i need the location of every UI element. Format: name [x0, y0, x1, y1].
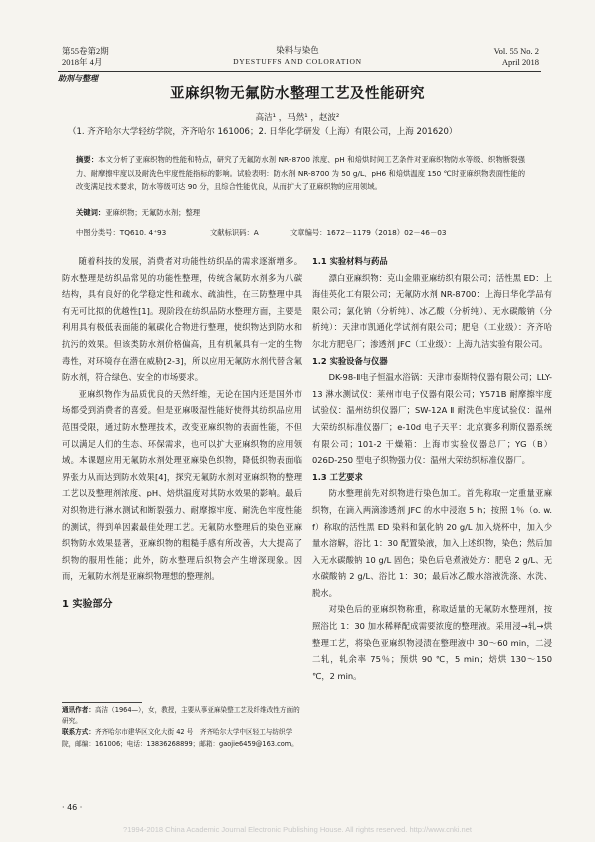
process-paragraph-2: 对染色后的亚麻织物称重，称取适量的无氟防水整理剂，按照浴比 1：30 加水稀释配成需要浓度的整理液。采用浸→轧→烘整理工艺，将染色亚麻织物浸渍在整理液中 30～60 min，二浸二轧，轧余率 75％；预烘 90 ℃，5 min；焙烘 130～150 ℃，2 min。: [312, 604, 552, 681]
journal-name: [200, 46, 395, 67]
materials-paragraph: 漂白亚麻织物：克山金鼎亚麻纺织有限公司；活性黑 ED：上海佳英化工有限公司；无氟防水剂 NR-8700：上海日华化学品有限公司；氯化钠（分析纯）、冰乙酸（分析纯）、无水碳酸钠（分析纯）：天津市凯通化学试剂有限公司；肥皂（工业级）：齐齐哈尔北方肥皂厂；渗透剂 JFC（工业级）：上海九洁实验有限公司。: [312, 272, 552, 349]
subsection-1-1: 1.1 实验材料与药品: [312, 256, 388, 266]
section-heading-1: 1 实验部分: [62, 598, 113, 610]
date-cn: 2018年 4月: [62, 56, 103, 67]
document-code: 文献标识码：A: [210, 228, 259, 237]
page-number: · 46 ·: [62, 803, 83, 812]
intro-paragraph-1: 随着科技的发展，消费者对功能性纺织品的需求逐渐增多。防水整理是纺织品常见的功能性整理，传统含氟防水剂多为八碳结构，具有良好的化学稳定性和疏水、疏油性，在三防整理中具有无可比拟的优越性[1]。现阶段在纺织品防水整理方面，主要是利用具有极低表面能的氟碳化合物进行整理，使织物达到防水和抗污的效果。但该类防水剂价格偏高，且有机氟具有一定的生物毒性，对环境存在潜在威胁[2-3]，所以应用无氟防水剂代替含氟防水剂，符合绿色、安全的市场要求。: [62, 256, 302, 383]
subsection-1-3: 1.3 工艺要求: [312, 471, 363, 482]
footnote-contact-text: 齐齐哈尔市建华区文化大街 42 号 齐齐哈尔大学中区轻工与纺织学院，邮编：161006；电话：13836268899；邮箱：gaojie6459@163.com。: [62, 728, 298, 748]
keywords-label: 关键词：: [76, 208, 106, 217]
abstract-text: 本文分析了亚麻织物的性能和特点，研究了无氟防水剂 NR-8700 浓度、pH 和焙烘时间工艺条件对亚麻织物防水等级、织物断裂强力、耐摩擦牢度以及耐洗色牢度性能指标的影响。试验表明：防水剂 NR-8700 为 50 g/L、pH6 和焙烘温度 150 ℃时亚麻织物表面性能的改变满足技术要求，防水等级可达 90 分，且综合性能优良，从而扩大了亚麻织物的应用领域。: [76, 155, 526, 191]
copyright-notice: ?1994-2018 China Academic Journal Electronic Publishing House. All rights reserved. http://www.cnki.net: [123, 825, 472, 834]
right-column: [312, 253, 552, 684]
article-title: 亚麻织物无氟防水整理工艺及性能研究: [170, 86, 425, 102]
abstract-label: 摘要：: [76, 155, 99, 164]
article-number: 文章编号：1672－1179（2018）02－46－03: [290, 228, 447, 237]
clc-number: 中图分类号：TQ610. 4⁺93: [76, 228, 167, 237]
column-tag: 助剂与整理: [58, 74, 98, 83]
affiliations: （1. 齐齐哈尔大学轻纺学院，齐齐哈尔 161006；2. 日华化学研发（上海）有限公司，上海 201620）: [68, 127, 458, 137]
left-column: [62, 253, 302, 613]
volume-issue-en: [494, 46, 539, 67]
footnote: [62, 705, 302, 750]
process-paragraph-1: 防水整理前先对织物进行染色加工。首先称取一定重量亚麻织物，在滴入两滴渗透剂 JFC 的水中浸泡 5 h；按照 1％（o. w. f）称取的活性黑 ED 染料和氯化钠 20 g/L 加入烧杯中，加入少量水溶解，浴比 1：30 配置染液，加入上述织物，染色；然后加入无水碳酸钠 10 g/L 固色；染色后皂煮液处方：肥皂 2 g/L、无水碳酸钠 2 g/L、浴比 1：30；最后冰乙酸水溶液洗涤、水洗、脱水。: [312, 488, 552, 598]
intro-paragraph-2: 亚麻织物作为品质优良的天然纤维，无论在国内还是国外市场都受到消费者的喜爱。但是亚麻吸湿性能好使得其纺织品应用范围受限，通过防水整理技术，改变亚麻织物的表面性能，不但可以满足人们的生态、环保需求，也可以扩大亚麻织物的应用领域。本课题应用无氟防水剂处理亚麻染色织物，降低织物表面临界张力从而达到防水效果[4]，探究无氟防水剂对亚麻织物的整理工艺以及整理剂浓度、pH、焙烘温度对其防水效果的影响。最后对织物进行淋水测试和断裂强力、耐摩擦牢度、耐洗色牢度性能的测试，得到单因素最佳处理工艺。无氟防水整理后的染色亚麻织物防水效果显著，亚麻织物的粗糙手感有所改善，大大提高了织物的服用性能；此外，防水整理后织物会产生增深现象。因而，无氟防水剂是亚麻织物理想的整理剂。: [62, 388, 302, 582]
footnote-contact-label: 联系方式：: [62, 728, 95, 737]
journal-name-en: DYESTUFFS AND COLORATION: [233, 56, 362, 66]
volume-cn: 第55卷第2期: [62, 46, 109, 56]
journal-name-cn: 染料与染色: [276, 46, 319, 56]
footnote-author-label: 通讯作者：: [62, 706, 95, 714]
footnote-contact: [62, 727, 302, 749]
volume-issue: [62, 46, 109, 67]
footnote-author-text: 高洁（1964—），女，教授，主要从事亚麻染整工艺及纤维改性方面的研究。: [62, 706, 300, 726]
keywords-text: 亚麻织物；无氟防水剂；整理: [105, 208, 201, 217]
abstract: [76, 153, 525, 194]
footnote-rule: [62, 702, 142, 703]
date-en: April 2018: [501, 56, 539, 67]
footnote-author: [62, 705, 302, 727]
author-list: 高洁¹ ，马然¹ ，赵波²: [255, 113, 340, 123]
keywords: [76, 208, 525, 218]
subsection-1-2: 1.2 实验设备与仪器: [312, 355, 388, 366]
header-rule: [58, 71, 541, 72]
equipment-paragraph: DK-98-Ⅱ电子恒温水浴锅：天津市泰斯特仪器有限公司；LLY-13 淋水测试仪：莱州市电子仪器有限公司；Y571B 耐摩擦牢度试验仪：温州纺织仪器厂；SW-12A Ⅱ 耐洗色牢度试验仪：温州大荣纺织标准仪器厂；e-10d 电子天平：北京赛多利斯仪器系统有限公司；101-2 干燥箱：上海市实验仪器总厂；YG（B）026D-250 型电子织物强力仪：温州大荣纺织标准仪器厂。: [312, 372, 552, 466]
volume-en: Vol. 55 No. 2: [493, 46, 539, 56]
